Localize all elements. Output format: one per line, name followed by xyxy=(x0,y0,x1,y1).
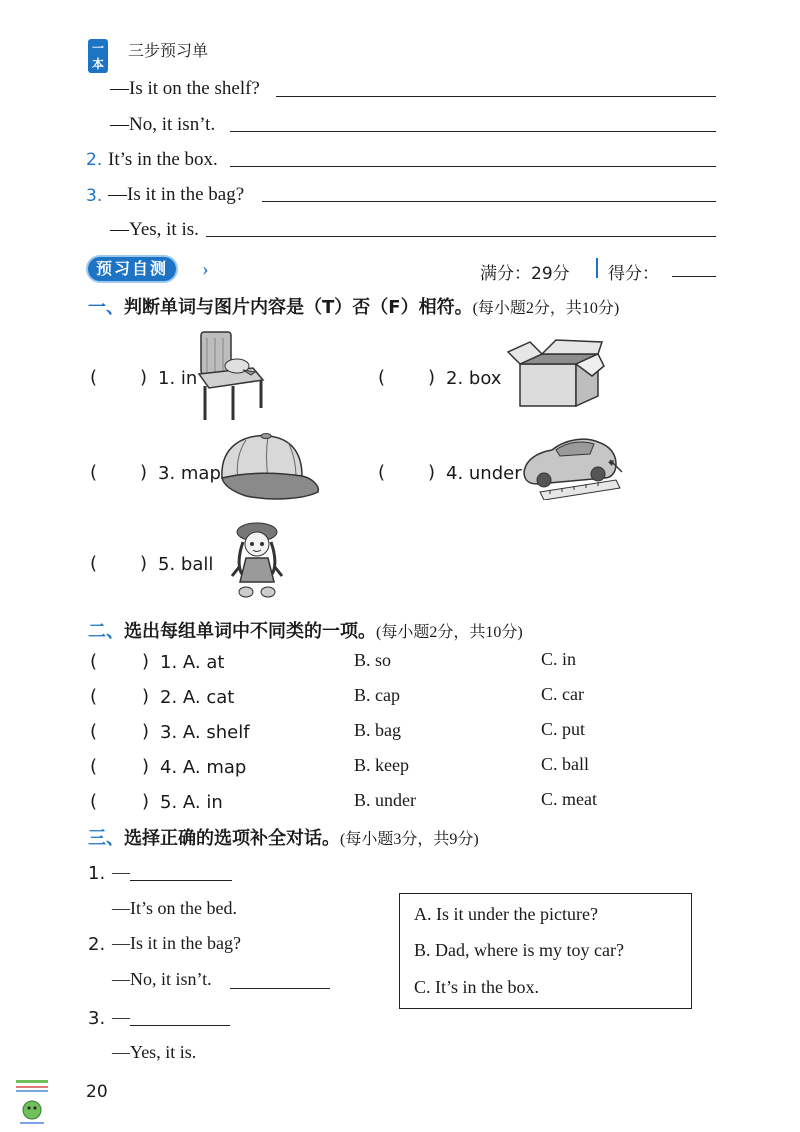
choice-b: B. so xyxy=(354,650,392,670)
choice-c: C. ball xyxy=(541,754,589,774)
warmup-line-text: —Yes, it is. xyxy=(110,219,199,240)
header-title: 三步预习单 xyxy=(128,41,209,60)
options-box xyxy=(399,893,692,1009)
answer-paren-open[interactable]: ( xyxy=(378,462,386,483)
chevron-right-icon: › xyxy=(202,258,209,280)
answer-paren-open[interactable]: ( xyxy=(378,367,386,388)
answer-paren-open[interactable]: ( xyxy=(90,756,98,777)
warmup-line-text: It’s in the box. xyxy=(108,149,218,170)
writing-line[interactable] xyxy=(206,236,716,237)
section-title: 选择正确的选项补全对话。 xyxy=(124,828,340,849)
choice-c: C. car xyxy=(541,684,584,704)
answer-paren-close: ) xyxy=(140,367,148,388)
warmup-line-number: 2. xyxy=(86,150,103,170)
choice-b: B. under xyxy=(354,790,416,810)
choice-b: B. cap xyxy=(354,685,400,705)
mascot-icon xyxy=(14,1080,50,1126)
section2-heading xyxy=(88,617,523,643)
section3-heading xyxy=(88,824,479,850)
cap-image xyxy=(216,432,322,506)
section-title: 选出每组单词中不同类的一项。 xyxy=(124,621,376,642)
warmup-line-text: —No, it isn’t. xyxy=(110,114,216,135)
answer-paren-close: ) xyxy=(142,756,150,777)
score-input-line[interactable] xyxy=(672,276,716,277)
dialog-text: — xyxy=(112,1007,130,1027)
answer-paren-open[interactable]: ( xyxy=(90,686,98,707)
answer-paren-close: ) xyxy=(428,367,436,388)
answer-paren-open[interactable]: ( xyxy=(90,553,98,574)
dialog-text: —It’s on the bed. xyxy=(112,898,237,918)
answer-paren-close: ) xyxy=(140,553,148,574)
item-label: 4. under xyxy=(446,463,522,484)
section-number: 三、 xyxy=(88,828,124,849)
open-box-image xyxy=(506,336,606,412)
dialog-number: 3. xyxy=(88,1008,106,1029)
item-label: 5. ball xyxy=(158,554,214,575)
dialog-text: —No, it isn’t. xyxy=(112,969,212,989)
answer-paren-close: ) xyxy=(142,791,150,812)
answer-blank[interactable] xyxy=(130,880,232,881)
full-score-label: 满分：29分 xyxy=(480,264,570,284)
section-note: (每小题2分，共10分) xyxy=(472,300,620,317)
section1-heading xyxy=(88,293,619,319)
choice-a: 4. A. map xyxy=(160,757,247,778)
choice-a: 2. A. cat xyxy=(160,687,235,708)
warmup-line-text: —Is it on the shelf? xyxy=(110,78,260,99)
answer-paren-close: ) xyxy=(428,462,436,483)
choice-c: C. put xyxy=(541,719,586,739)
item-label: 2. box xyxy=(446,368,502,389)
chair-with-cap-image xyxy=(193,328,269,424)
score-divider xyxy=(596,258,598,278)
option-b: B. Dad, where is my toy car? xyxy=(414,940,624,960)
choice-c: C. in xyxy=(541,649,577,669)
car-over-ruler-image xyxy=(520,432,624,500)
dialog-number: 1. xyxy=(88,863,106,884)
choice-a: 1. A. at xyxy=(160,652,225,673)
dialog-text: —Is it in the bag? xyxy=(112,933,241,953)
item-label: 3. map xyxy=(158,463,221,484)
answer-paren-open[interactable]: ( xyxy=(90,721,98,742)
section-note: (每小题2分，共10分) xyxy=(376,624,523,641)
answer-paren-open[interactable]: ( xyxy=(90,651,98,672)
choice-b: B. keep xyxy=(354,755,409,775)
dialog-number: 2. xyxy=(88,934,106,955)
answer-paren-close: ) xyxy=(142,721,150,742)
selftest-badge: 预习自测 xyxy=(88,257,176,281)
answer-paren-close: ) xyxy=(142,686,150,707)
doll-image xyxy=(226,520,288,604)
choice-a: 5. A. in xyxy=(160,792,223,813)
answer-blank[interactable] xyxy=(130,1025,230,1026)
choice-a: 3. A. shelf xyxy=(160,722,250,743)
answer-paren-open[interactable]: ( xyxy=(90,367,98,388)
writing-line[interactable] xyxy=(230,166,716,167)
score-label: 得分： xyxy=(608,264,659,284)
section-number: 二、 xyxy=(88,621,124,642)
answer-paren-open[interactable]: ( xyxy=(90,462,98,483)
publisher-logo: 一本 xyxy=(88,39,108,73)
section-title: 判断单词与图片内容是（T）否（F）相符。 xyxy=(124,297,473,318)
answer-paren-close: ) xyxy=(140,462,148,483)
option-c: C. It’s in the box. xyxy=(414,977,539,997)
section-note: (每小题3分，共9分) xyxy=(340,831,479,848)
warmup-line-text: —Is it in the bag? xyxy=(108,184,245,205)
answer-paren-close: ) xyxy=(142,651,150,672)
page-number: 20 xyxy=(86,1082,108,1102)
writing-line[interactable] xyxy=(230,131,716,132)
choice-c: C. meat xyxy=(541,789,597,809)
writing-line[interactable] xyxy=(276,96,716,97)
section-number: 一、 xyxy=(88,297,124,318)
answer-paren-open[interactable]: ( xyxy=(90,791,98,812)
answer-blank[interactable] xyxy=(230,988,330,989)
choice-b: B. bag xyxy=(354,720,401,740)
dialog-text: —Yes, it is. xyxy=(112,1042,197,1062)
item-label: 1. in xyxy=(158,368,198,389)
option-a: A. Is it under the picture? xyxy=(414,904,598,924)
writing-line[interactable] xyxy=(262,201,716,202)
warmup-line-number: 3. xyxy=(86,186,103,206)
dialog-text: — xyxy=(112,862,130,882)
